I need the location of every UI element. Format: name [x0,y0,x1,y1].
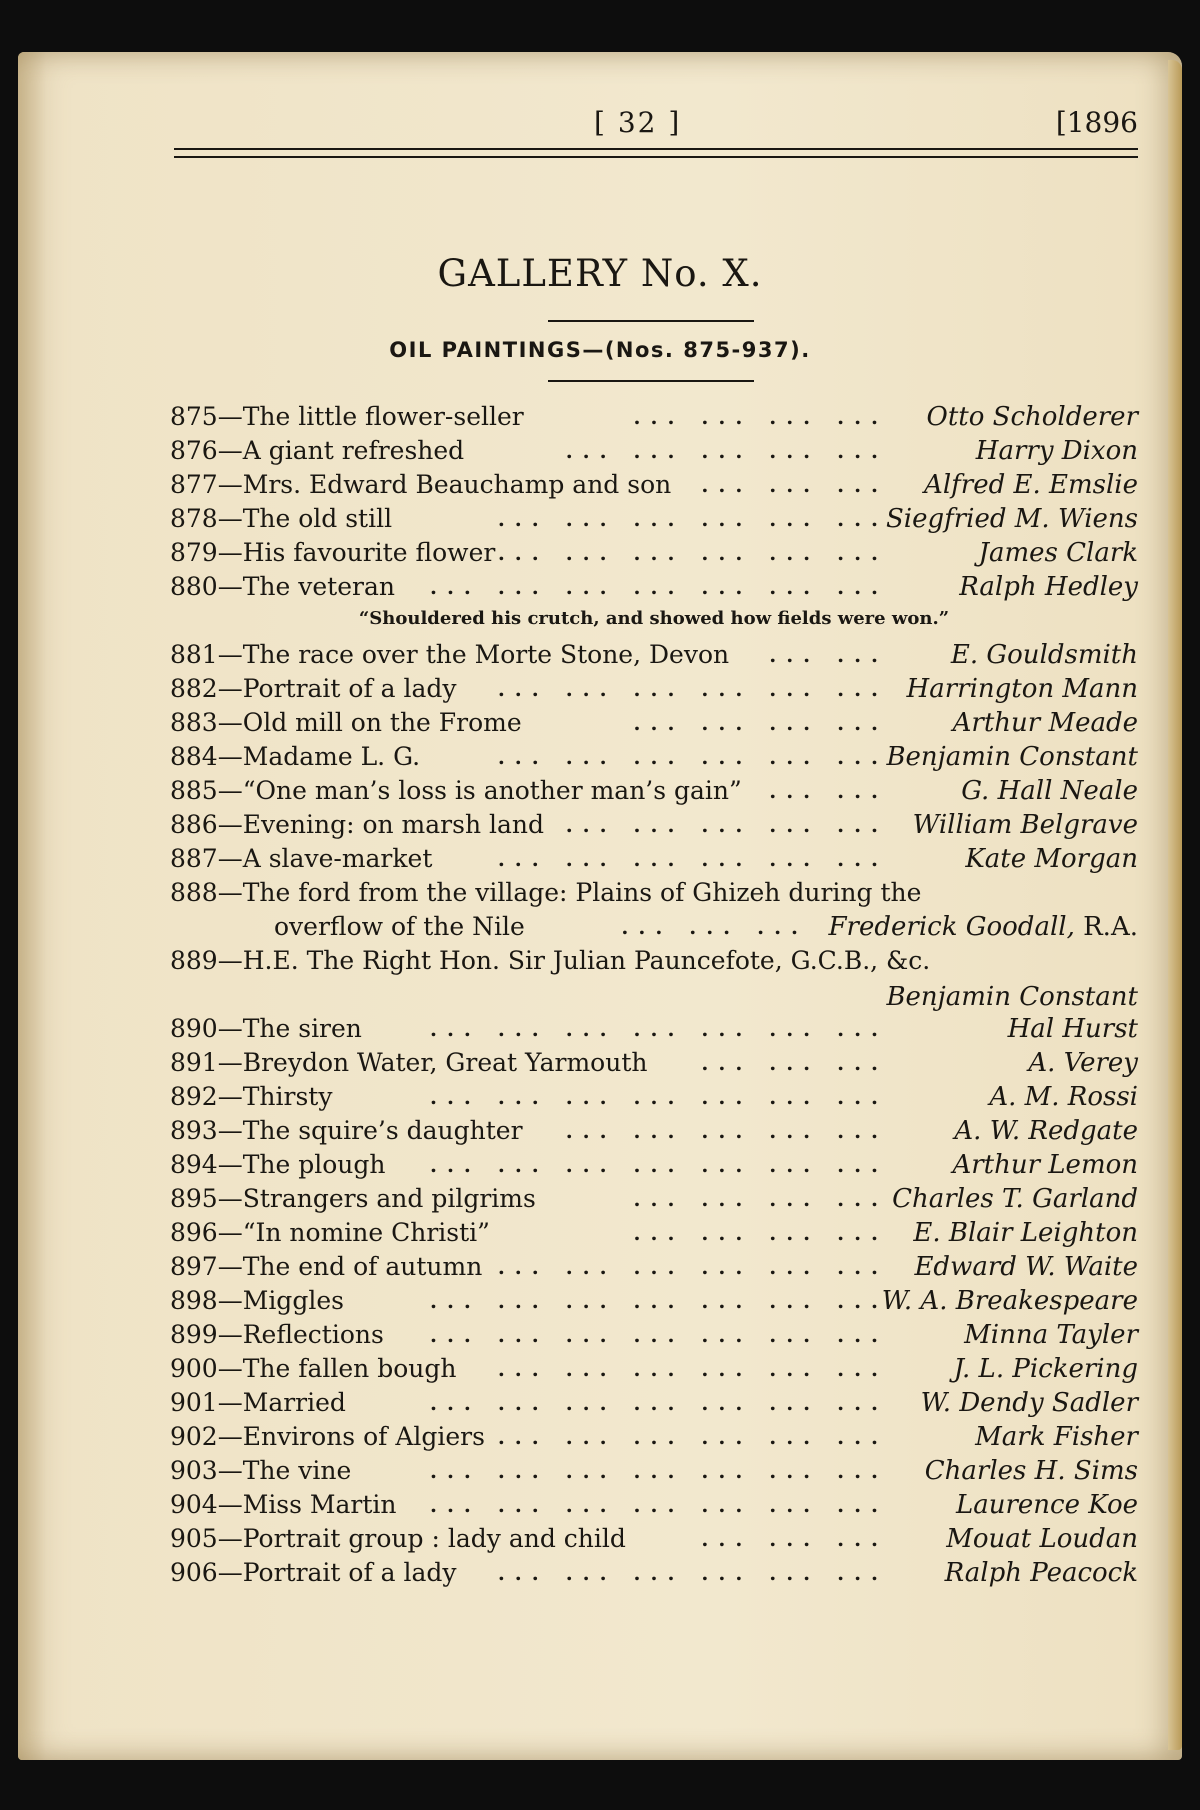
entry-artist: Mouat Loudan [946,1524,1138,1554]
leader-dots: ... ... ... ... ... ... [497,1425,888,1449]
entry-title: 902—Environs of Algiers [170,1422,485,1451]
entry-artist: Hal Hurst [1007,1014,1138,1044]
catalogue-entry [170,1318,1138,1352]
entry-title: 901—Married [170,1388,346,1417]
entry-title: 883—Old mill on the Frome [170,708,522,737]
leader-dots: ... ... ... ... [633,1187,888,1211]
entry-title: 882—Portrait of a lady [170,674,457,703]
entry-artist: Edward W. Waite [914,1252,1138,1282]
leader-dots: ... ... ... ... ... ... ... [430,1289,888,1313]
entry-title: 894—The plough [170,1150,386,1179]
entry-artist: William Belgrave [912,810,1138,840]
leader-dots: ... ... ... ... ... ... ... [430,1493,888,1517]
entry-title: 891—Breydon Water, Great Yarmouth [170,1048,648,1077]
entry-artist: G. Hall Neale [961,776,1138,806]
catalogue-entry [170,1386,1138,1420]
catalogue-entry [170,740,1138,774]
artist-suffix: R.A. [1074,912,1138,942]
catalogue-entry [170,1284,1138,1318]
running-header [174,100,1138,150]
catalogue-entry [170,1420,1138,1454]
leader-dots: ... ... ... ... ... ... ... [430,575,888,599]
entry-title: 903—The vine [170,1456,352,1485]
entry-quote: “Shouldered his crutch, and showed how fields were won.” [358,608,950,629]
entry-title: 880—The veteran [170,572,395,601]
entry-artist: E. Blair Leighton [913,1218,1138,1248]
entry-artist: Charles T. Garland [892,1184,1138,1214]
leader-dots: ... ... ... [701,1051,888,1075]
leader-dots: ... ... ... ... [633,405,888,429]
catalogue-entry [170,1182,1138,1216]
entry-artist: Mark Fisher [975,1422,1138,1452]
catalogue-entry [170,502,1138,536]
page-number: [ 32 ] [594,106,682,139]
catalogue-entry [170,1012,1138,1046]
catalogue-entry [170,808,1138,842]
catalogue-entry [170,468,1138,502]
entry-artist: Siegfried M. Wiens [885,504,1138,534]
subtitle-rule [548,380,754,382]
entry-artist: Laurence Koe [955,1490,1138,1520]
entry-title: 900—The fallen bough [170,1354,457,1383]
entry-artist: J. L. Pickering [953,1354,1138,1384]
entry-artist: E. Gouldsmith [950,640,1138,670]
catalogue-entry [170,1556,1138,1590]
entry-artist: Harrington Mann [906,674,1138,704]
entry-title: 906—Portrait of a lady [170,1558,457,1587]
entry-artist: Charles H. Sims [924,1456,1138,1486]
catalogue-entry [170,570,1138,604]
catalogue-entry [170,1488,1138,1522]
leader-dots: ... ... [769,779,888,803]
entry-artist: James Clark [978,538,1138,568]
catalogue-entry [170,1148,1138,1182]
entry-artist: Otto Scholderer [926,402,1138,432]
entry-artist: W. A. Breakespeare [881,1286,1138,1316]
leader-dots: ... ... ... ... ... [565,1119,888,1143]
catalogue-entry [170,842,1138,876]
leader-dots: ... ... ... ... ... ... [497,507,888,531]
entry-artist: A. Verey [1028,1048,1138,1078]
catalogue-entry [170,638,1138,672]
entry-title: 885—“One man’s loss is another man’s gain” [170,776,742,805]
entry-title: 904—Miss Martin [170,1490,397,1519]
leader-dots: ... ... ... ... ... ... [497,745,888,769]
entry-title-continued: overflow of the Nile [274,912,525,941]
header-rule [174,148,1138,158]
entry-artist: Arthur Meade [952,708,1138,738]
entry-artist: Kate Morgan [965,844,1138,874]
entry-title: 898—Miggles [170,1286,344,1315]
catalogue-entry [170,672,1138,706]
catalogue-entry [170,1080,1138,1114]
entry-artist: Harry Dixon [975,436,1138,466]
entry-artist: Ralph Peacock [944,1558,1138,1588]
catalogue-entry [170,774,1138,808]
entry-title: 887—A slave-market [170,844,433,873]
entry-title: 890—The siren [170,1014,362,1043]
leader-dots: ... ... ... ... ... ... ... [430,1085,888,1109]
leader-dots: ... ... ... ... ... ... ... [430,1017,888,1041]
catalogue-entry [170,944,1138,978]
entry-title: 884—Madame L. G. [170,742,421,771]
gallery-title: GALLERY No. X. [437,252,763,295]
entry-title: 888—The ford from the village: Plains of Ghizeh during the [170,878,922,907]
entry-title: 893—The squire’s daughter [170,1116,523,1145]
leader-dots: ... ... ... ... [633,1221,888,1245]
section-subtitle: OIL PAINTINGS—(Nos. 875-937). [389,338,811,362]
entry-artist: Arthur Lemon [952,1150,1138,1180]
entry-artist: Minna Tayler [964,1320,1138,1350]
catalogue-entry [170,1046,1138,1080]
catalogue-entry [170,536,1138,570]
entry-artist: Alfred E. Emslie [924,470,1138,500]
leader-dots: ... ... ... ... ... ... [497,677,888,701]
artist-name: Frederick Goodall, [828,912,1075,942]
entry-title: 875—The little flower-seller [170,402,524,431]
leader-dots: ... ... ... [701,1527,888,1551]
entry-title: 881—The race over the Morte Stone, Devon [170,640,730,669]
year-marker: [1896 [1055,106,1138,139]
entry-title: 905—Portrait group : lady and child [170,1524,626,1553]
page-edge [1168,60,1182,1750]
entry-title: 876—A giant refreshed [170,436,465,465]
title-rule [548,320,754,322]
catalogue-entry [170,1250,1138,1284]
entry-title: 895—Strangers and pilgrims [170,1184,536,1213]
catalogue-entry [170,1454,1138,1488]
leader-dots: ... ... ... ... ... ... [497,1255,888,1279]
entry-title: 897—The end of autumn [170,1252,483,1281]
entry-artist: Benjamin Constant [886,742,1138,772]
entry-artist: A. M. Rossi [989,1082,1138,1112]
entry-title: 886—Evening: on marsh land [170,810,544,839]
entry-artist [829,910,1138,944]
entry-title: 879—His favourite flower [170,538,496,567]
catalogue-entry [170,1216,1138,1250]
entry-continuation [274,910,1138,944]
catalogue-entry [170,1522,1138,1556]
entry-artist: A. W. Redgate [954,1116,1138,1146]
leader-dots: ... ... ... ... ... ... [497,847,888,871]
entry-title: 877—Mrs. Edward Beauchamp and son [170,470,672,499]
catalogue-entry [170,1352,1138,1386]
leader-dots: ... ... ... ... [633,711,888,735]
leader-dots: ... ... ... ... ... ... ... [430,1459,888,1483]
entry-title: 899—Reflections [170,1320,384,1349]
catalogue-entry [170,400,1138,434]
catalogue-entry [170,434,1138,468]
entry-title: 878—The old still [170,504,393,533]
leader-dots: ... ... ... [701,473,888,497]
leader-dots: ... ... ... ... ... ... [497,1561,888,1585]
leader-dots: ... ... ... ... ... ... ... [430,1391,888,1415]
leader-dots: ... ... ... ... ... ... ... [430,1323,888,1347]
leader-dots: ... ... ... ... ... [565,439,888,463]
leader-dots: ... ... ... ... ... ... ... [430,1153,888,1177]
leader-dots: ... ... [769,643,888,667]
leader-dots: ... ... ... ... ... ... [497,1357,888,1381]
entry-title: 896—“In nomine Christi” [170,1218,490,1247]
entry-title: 889—H.E. The Right Hon. Sir Julian Pauncefote, G.C.B., &c. [170,946,931,975]
leader-dots: ... ... ... ... ... [565,813,888,837]
entry-title: 892—Thirsty [170,1082,333,1111]
catalogue-entry [170,1114,1138,1148]
entry-artist: Benjamin Constant [886,982,1138,1012]
entry-artist: W. Dendy Sadler [920,1388,1138,1418]
catalogue-entry [170,706,1138,740]
catalogue-entry [170,876,1138,910]
entry-artist: Ralph Hedley [959,572,1138,602]
leader-dots: ... ... ... [621,915,808,939]
leader-dots: ... ... ... ... ... ... [497,541,888,565]
